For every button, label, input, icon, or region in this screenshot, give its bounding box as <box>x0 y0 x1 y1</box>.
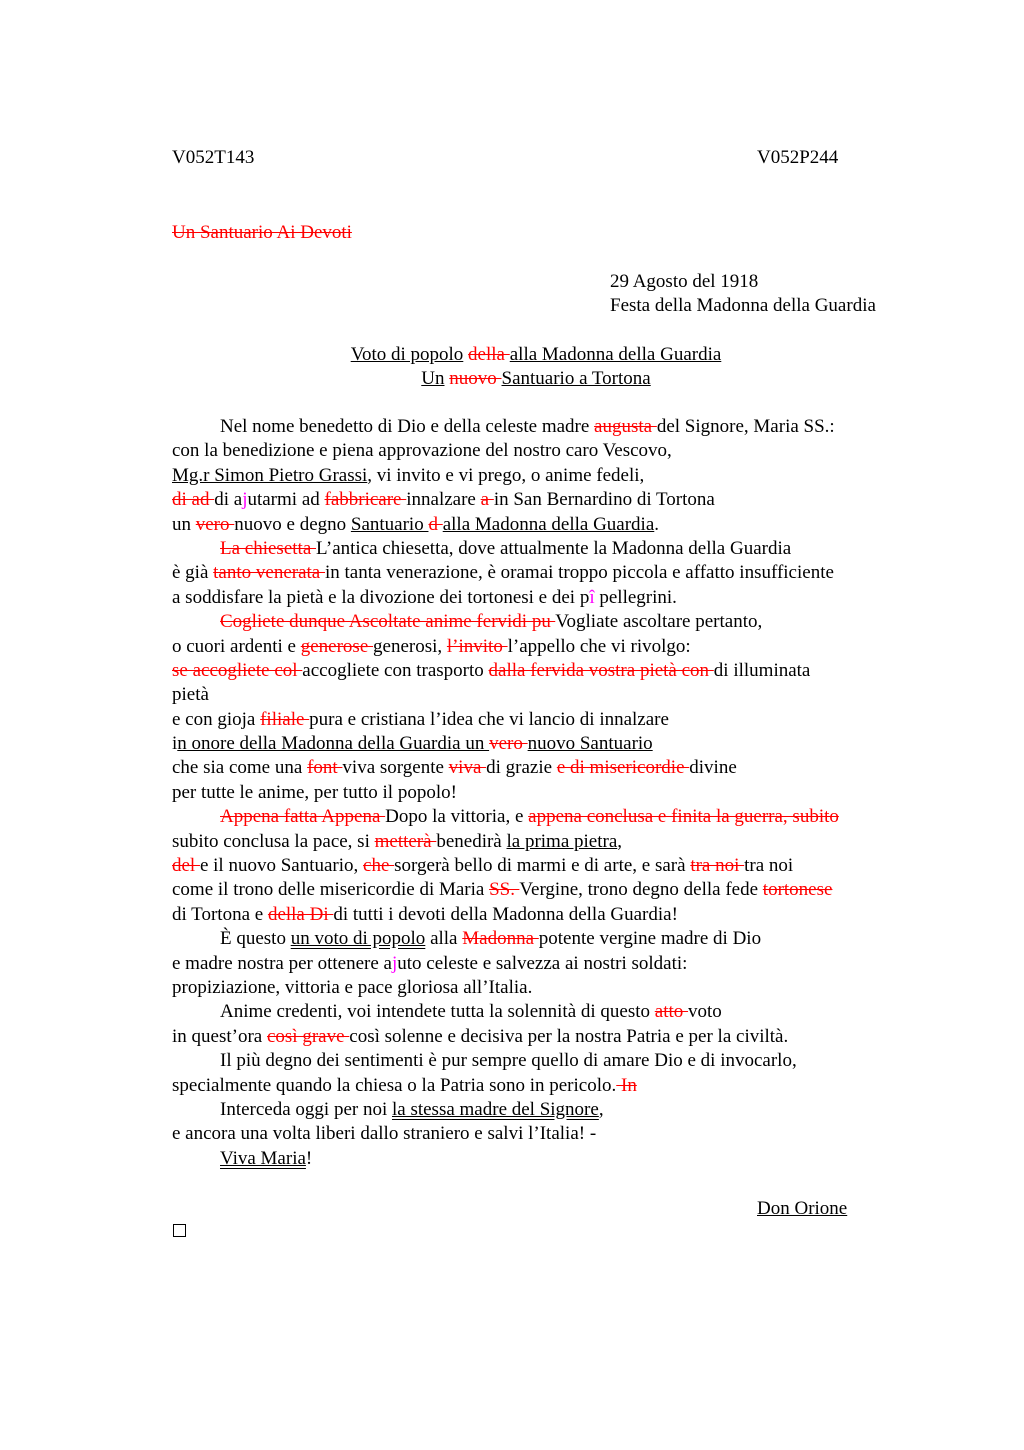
body-line: per tutte le anime, per tutto il popolo! <box>172 781 457 803</box>
body-line: Cogliete dunque Ascoltate anime fervidi pu Vogliate ascoltare pertanto, <box>220 611 763 633</box>
title-line-1: Voto di popolo della alla Madonna della Guardia <box>350 344 722 365</box>
body-line: Nel nome benedetto di Dio e della celeste madre augusta del Signore, Maria SS.: <box>220 416 835 437</box>
body-line: Il più degno dei sentimenti è pur sempre quello di amare Dio e di invocarlo, <box>220 1050 797 1072</box>
body-line: un vero nuovo e degno Santuario d alla Madonna della Guardia. <box>172 513 660 535</box>
body-line: con la benedizione e piena approvazione del nostro caro Vescovo, <box>172 440 672 462</box>
body-line: che sia come una font viva sorgente viva di grazie e di misericordie divine <box>172 757 737 779</box>
checkbox-icon <box>173 1224 186 1237</box>
body-line: di ad di ajutarmi ad fabbricare innalzare a in San Bernardino di Tortona <box>172 489 715 511</box>
body-line: o cuori ardenti e generose generosi, l’invito l’appello che vi rivolgo: <box>172 635 691 657</box>
body-line: in onore della Madonna della Guardia un vero nuovo Santuario <box>172 733 653 755</box>
body-line: in quest’ora così grave così solenne e decisiva per la nostra Patria e per la civiltà. <box>172 1025 789 1047</box>
body-line: Viva Maria! <box>220 1147 313 1169</box>
body-line: È questo un voto di popolo alla Madonna potente vergine madre di Dio <box>220 928 762 950</box>
title-line-2: Un nuovo Santuario a Tortona <box>421 368 651 389</box>
body-line: se accogliete col accogliete con trasporto dalla fervida vostra pietà con di illuminata <box>172 659 811 681</box>
body-line: pietà <box>172 684 209 706</box>
body-line: subito conclusa la pace, si metterà benedirà la prima pietra, <box>172 830 623 852</box>
dateline-date: 29 Agosto del 1918 <box>610 271 759 292</box>
signature: Don Orione <box>757 1198 848 1219</box>
body-line: Anime credenti, voi intendete tutta la solennità di questo atto voto <box>220 1001 722 1023</box>
letter-body <box>172 415 912 1171</box>
deleted-title: Un Santuario Ai Devoti <box>172 222 352 243</box>
body-line: e madre nostra per ottenere ajuto celeste e salvezza ai nostri soldati: <box>172 952 688 974</box>
header-left-code: V052T143 <box>172 147 255 168</box>
body-line: La chiesetta L’antica chiesetta, dove attualmente la Madonna della Guardia <box>220 537 792 559</box>
body-line: e ancora una volta liberi dallo straniero e salvi l’Italia! - <box>172 1123 597 1145</box>
body-line: Interceda oggi per noi la stessa madre del Signore, <box>220 1098 604 1120</box>
body-line: Appena fatta Appena Dopo la vittoria, e appena conclusa e finita la guerra, subito <box>220 806 839 828</box>
body-line: di Tortona e della Di di tutti i devoti della Madonna della Guardia! <box>172 903 678 925</box>
body-line: come il trono delle misericordie di Maria SS. Vergine, trono degno della fede tortonese <box>172 879 833 901</box>
body-line: e con gioja filiale pura e cristiana l’idea che vi lancio di innalzare <box>172 708 669 730</box>
body-line: propiziazione, vittoria e pace gloriosa all’Italia. <box>172 976 533 998</box>
body-line: è già tanto venerata in tanta venerazione, è oramai troppo piccola e affatto insufficiente <box>172 562 834 584</box>
body-line: Mg.r Simon Pietro Grassi, vi invito e vi prego, o anime fedeli, <box>172 464 645 486</box>
dateline-feast: Festa della Madonna della Guardia <box>610 295 876 316</box>
header-right-code: V052P244 <box>757 147 839 168</box>
body-line: a soddisfare la pietà e la divozione dei tortonesi e dei pî pellegrini. <box>172 586 677 608</box>
body-line: del e il nuovo Santuario, che sorgerà bello di marmi e di arte, e sarà tra noi tra noi <box>172 855 794 877</box>
body-line: specialmente quando la chiesa o la Patria sono in pericolo. In <box>172 1074 637 1096</box>
